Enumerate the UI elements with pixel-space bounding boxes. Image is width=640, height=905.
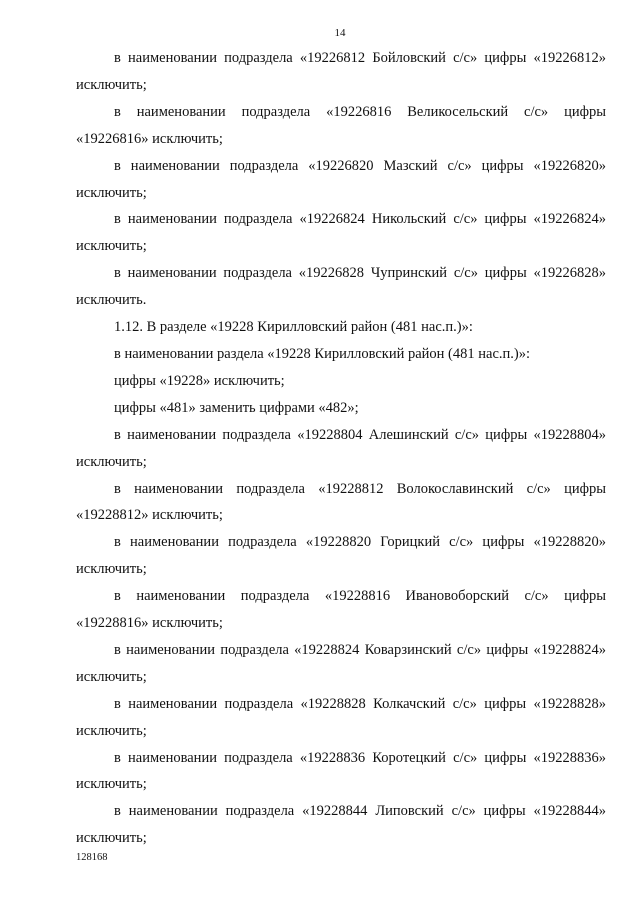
paragraph: цифры «19228» исключить; (114, 372, 285, 389)
document-code: 128168 (76, 852, 108, 863)
paragraph: в наименовании подраздела «19226824 Никольский с/с» цифры «19226824» исключить; (76, 211, 606, 255)
paragraph: в наименовании раздела «19228 Кирилловский район (481 нас.п.)»: (114, 345, 531, 362)
paragraph: в наименовании подраздела «19228844 Липовский с/с» цифры «19228844» исключить; (76, 803, 606, 847)
paragraph: в наименовании подраздела «19228820 Горицкий с/с» цифры «19228820» исключить; (76, 534, 606, 578)
paragraph: в наименовании подраздела «19228824 Коварзинский с/с» цифры «19228824» исключить; (76, 641, 606, 685)
paragraph: в наименовании подраздела «19226812 Бойловский с/с» цифры «19226812» исключить; (76, 50, 606, 93)
paragraph: в наименовании подраздела «19226820 Мазский с/с» цифры «19226820» исключить; (76, 157, 606, 201)
paragraph: в наименовании подраздела «19228828 Колкачский с/с» цифры «19228828» исключить; (76, 695, 606, 739)
paragraph: цифры «481» заменить цифрами «482»; (114, 399, 359, 416)
page-number: 14 (334, 27, 346, 39)
paragraph: в наименовании подраздела «19228836 Коротецкий с/с» цифры «19228836» исключить; (76, 749, 606, 793)
paragraph: в наименовании подраздела «19228812 Волокославинский с/с» цифры «19228812» исключить; (76, 480, 606, 524)
paragraph: в наименовании подраздела «19228804 Алешинский с/с» цифры «19228804» исключить; (76, 426, 606, 470)
paragraph: в наименовании подраздела «19226828 Чупринский с/с» цифры «19226828» исключить. (76, 265, 606, 309)
section-heading: 1.12. В разделе «19228 Кирилловский район (481 нас.п.)»: (114, 319, 473, 336)
paragraph: в наименовании подраздела «19228816 Ивановоборский с/с» цифры «19228816» исключить; (76, 588, 606, 632)
document-body (76, 45, 606, 852)
paragraph: в наименовании подраздела «19226816 Великосельский с/с» цифры «19226816» исключить; (76, 103, 606, 147)
